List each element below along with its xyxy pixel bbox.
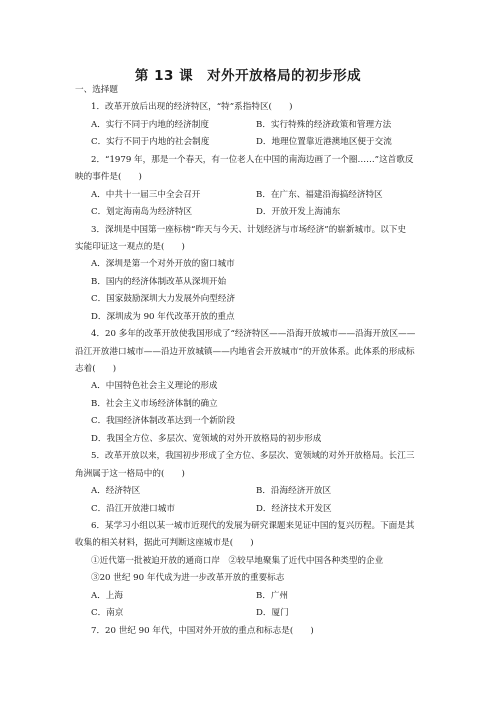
answer-option[interactable]: A．中国特色社会主义理论的形成 (91, 381, 218, 392)
option-row (75, 483, 430, 500)
answer-option[interactable]: A．上海 (91, 590, 123, 601)
question-material: ①近代第一批被迫开放的通商口岸 ②较早地聚集了近代中国各种类型的企业 (91, 555, 384, 566)
question-stem: 6．某学习小组以某一城市近现代的发展为研究课题来见证中国的复兴历程。下面是其 (91, 520, 415, 531)
answer-option[interactable]: C．划定海南岛为经济特区 (91, 207, 193, 218)
answer-option[interactable]: A．经济特区 (91, 486, 141, 497)
question-stem: 志着( ) (75, 364, 117, 374)
question-stem: 映的事件是( ) (75, 172, 142, 183)
option-row (75, 501, 430, 518)
option-row (75, 117, 430, 134)
question-list (75, 82, 430, 640)
option-row (75, 187, 430, 204)
section-heading: 一、选择题 (75, 85, 118, 95)
question (75, 518, 430, 623)
page-title: 第 13 课 对外开放格局的初步形成 (134, 68, 362, 84)
answer-option[interactable]: B．沿海经济开放区 (256, 486, 332, 497)
answer-option[interactable]: B．实行特殊的经济政策和管理方法 (256, 119, 392, 130)
question-stem: 收集的相关材料，据此可判断这座城市是( ) (75, 538, 254, 549)
answer-option[interactable]: D．厦门 (256, 608, 289, 619)
answer-option[interactable]: B．社会主义市场经济体制的确立 (91, 398, 218, 409)
answer-option[interactable]: C．实行不同于内地的社会制度 (91, 137, 210, 148)
option-row (75, 588, 430, 605)
answer-option[interactable]: A．深圳是第一个对外开放的窗口城市 (91, 259, 235, 270)
answer-option[interactable]: D．经济技术开发区 (256, 503, 332, 514)
answer-option[interactable]: C．南京 (91, 608, 124, 619)
answer-option[interactable]: D．地理位置靠近港澳地区便于交流 (256, 137, 392, 148)
question (75, 99, 430, 151)
answer-option[interactable]: C．我国经济体制改革达到一个新阶段 (91, 416, 236, 427)
option-row (75, 605, 430, 622)
answer-option[interactable]: C．沿江开放港口城市 (91, 503, 175, 514)
answer-option[interactable]: D．我国全方位、多层次、宽领域的对外开放格局的初步形成 (91, 433, 322, 444)
question-stem: 3．深圳是中国第一座标榜“昨天与今天、计划经济与市场经济”的崭新城市。以下史 (91, 224, 407, 235)
question-material: ③20 世纪 90 年代成为进一步改革开放的重要标志 (91, 573, 285, 584)
question (75, 326, 430, 448)
question-stem: 角洲属于这一格局中的( ) (75, 468, 185, 479)
question-stem: 4．20 多年的改革开放使我国形成了“经济特区——沿海开放城市——沿海开放区—— (91, 329, 416, 340)
question (75, 222, 430, 327)
option-row (75, 134, 430, 151)
question-stem: 2．“1979 年，那是一个春天，有一位老人在中国的南海边画了一个圈……”这首歌反 (91, 154, 414, 165)
question (75, 448, 430, 518)
answer-option[interactable]: A．中共十一届三中全会召开 (91, 189, 201, 200)
option-row (75, 204, 430, 221)
answer-option[interactable]: A．实行不同于内地的经济制度 (91, 119, 209, 130)
question-stem: 1．改革开放后出现的经济特区，“特”系指特区( ) (91, 102, 293, 113)
answer-option[interactable]: C．国家鼓励深圳大力发展外向型经济 (91, 294, 236, 305)
answer-option[interactable]: B．在广东、福建沿海搞经济特区 (256, 189, 383, 200)
question-stem: 5．改革开放以来，我国初步形成了全方位、多层次、宽领域的对外开放格局。长江三 (91, 451, 415, 462)
question (75, 152, 430, 222)
question-stem: 7．20 世纪 90 年代，中国对外开放的重点和标志是( ) (91, 625, 314, 636)
answer-option[interactable]: D．深圳成为 90 年代改革开放的重点 (91, 311, 235, 322)
answer-option[interactable]: D．开放开发上海浦东 (256, 207, 341, 218)
question-stem: 沿江开放港口城市——沿边开放城镇——内地省会开放城市”的开放体系。此体系的形成标 (75, 346, 415, 357)
question-stem: 实能印证这一观点的是( ) (75, 241, 185, 252)
answer-option[interactable]: B．国内的经济体制改革从深圳开始 (91, 276, 227, 287)
question (75, 623, 430, 640)
answer-option[interactable]: B．广州 (256, 590, 289, 601)
